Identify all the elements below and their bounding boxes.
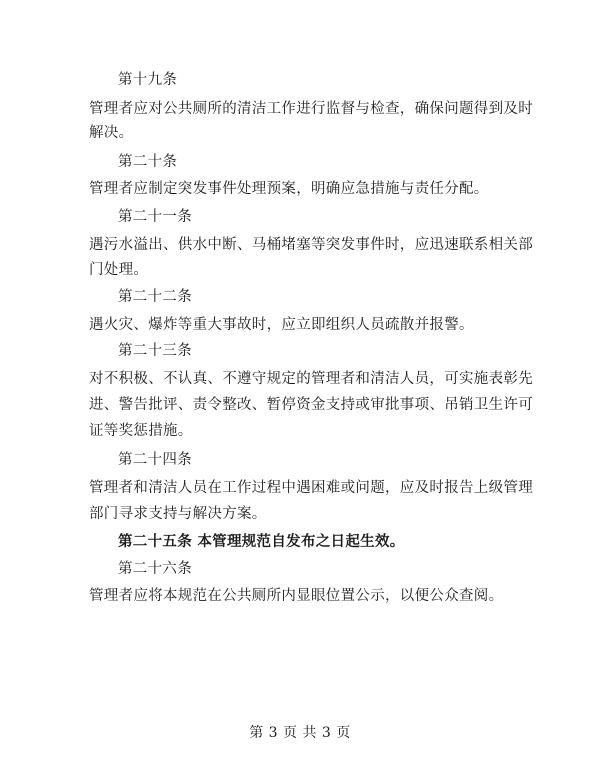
- article-text-line: 解决。: [89, 125, 134, 141]
- article-heading: 第二十条: [118, 154, 178, 170]
- article-text-line: 遇火灾、爆炸等重大事故时，应立即组织人员疏散并报警。: [89, 317, 474, 333]
- article-heading: 第二十四条: [118, 452, 192, 468]
- article-text-line: 对不积极、不认真、不遵守规定的管理者和清洁人员，可实施表彰先: [89, 371, 533, 387]
- article-text-line: 门处理。: [89, 262, 149, 278]
- article-text-line: 部门寻求支持与解决方案。: [89, 506, 267, 522]
- article-text-line: 遇污水溢出、供水中断、马桶堵塞等突发事件时，应迅速联系相关部: [89, 237, 533, 253]
- article-heading: 第二十三条: [118, 343, 192, 359]
- article-text-line: 管理者应制定突发事件处理预案，明确应急措施与责任分配。: [89, 181, 489, 197]
- article-text-line: 进、警告批评、责令整改、暂停资金支持或审批事项、吊销卫生许可: [89, 397, 533, 413]
- article-text-line: 管理者应将本规范在公共厕所内显眼位置公示，以便公众查阅。: [89, 588, 504, 604]
- article-heading: 第十九条: [118, 72, 178, 88]
- article-text-line: 管理者应对公共厕所的清洁工作进行监督与检查，确保问题得到及时: [89, 101, 533, 117]
- article-heading: 第二十六条: [118, 561, 192, 577]
- article-heading: 第二十二条: [118, 289, 192, 305]
- article-text-line: 证等奖惩措施。: [89, 423, 193, 439]
- page-number-footer: 第 3 页 共 3 页: [249, 725, 351, 741]
- article-heading: 第二十一条: [118, 209, 192, 225]
- article-text-line: 管理者和清洁人员在工作过程中遇困难或问题，应及时报告上级管理: [89, 480, 533, 496]
- article-heading-bold: 第二十五条 本管理规范自发布之日起生效。: [118, 534, 405, 550]
